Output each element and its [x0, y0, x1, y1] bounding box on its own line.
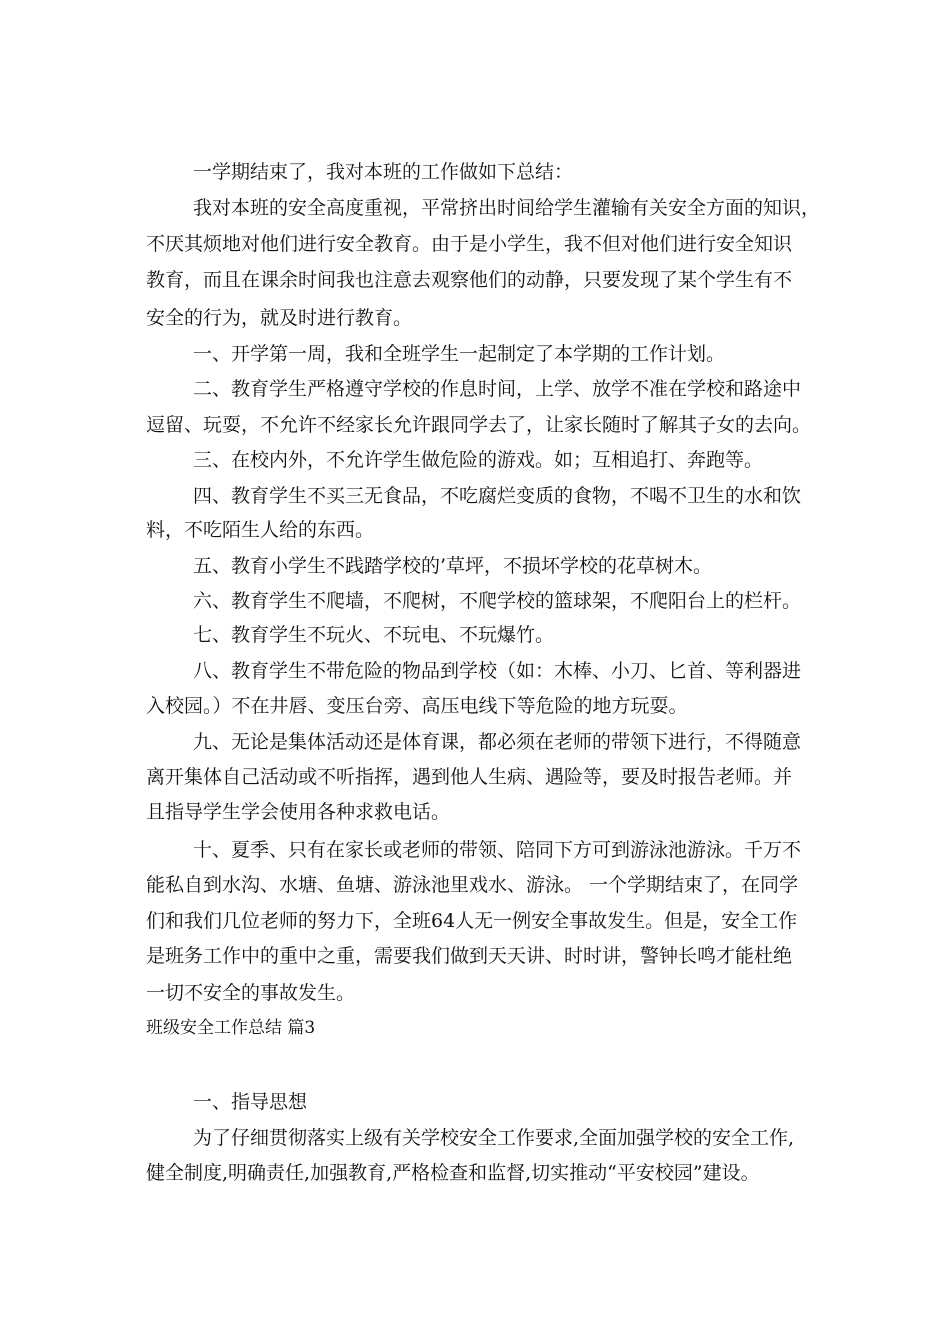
doc-line: 七、教育学生不玩火、不玩电、不玩爆竹。	[193, 624, 555, 646]
doc-line: 二、教育学生严格遵守学校的作息时间，上学、放学不准在学校和路途中	[193, 378, 802, 400]
section-heading: 班级安全工作总结 篇3	[146, 1018, 316, 1038]
doc-line: 九、无论是集体活动还是体育课，都必须在老师的带领下进行，不得随意	[193, 731, 802, 753]
doc-line: 料，不吃陌生人给的东西。	[146, 519, 375, 541]
doc-line: 为了仔细贯彻落实上级有关学校安全工作要求,全面加强学校的安全工作,	[193, 1127, 795, 1149]
doc-line: 八、教育学生不带危险的物品到学校（如：木棒、小刀、匕首、等利器进	[193, 660, 802, 682]
doc-line: 安全的行为，就及时进行教育。	[146, 307, 413, 329]
doc-line: 且指导学生学会使用各种求救电话。	[146, 801, 451, 823]
doc-line: 健全制度,明确责任,加强教育,严格检查和监督,切实推动“平安校园”建设。	[146, 1162, 760, 1184]
doc-line: 能私自到水沟、水塘、鱼塘、游泳池里戏水、游泳。 一个学期结束了，在同学	[146, 874, 799, 896]
doc-line: 四、教育学生不买三无食品，不吃腐烂变质的食物，不喝不卫生的水和饮	[193, 485, 802, 507]
doc-line: 入校园。）不在井唇、变压台旁、高压电线下等危险的地方玩耍。	[146, 695, 688, 717]
doc-line: 离开集体自己活动或不听指挥，遇到他人生病、遇险等，要及时报告老师。并	[146, 766, 793, 788]
doc-line: 我对本班的安全高度重视，平常挤出时间给学生灌输有关安全方面的知识，	[193, 197, 821, 219]
doc-line: 十、夏季、只有在家长或老师的带领、陪同下方可到游泳池游泳。千万不	[193, 839, 802, 861]
doc-line: 教育，而且在课余时间我也注意去观察他们的动静，只要发现了某个学生有不	[146, 269, 793, 291]
doc-line: 一学期结束了，我对本班的工作做如下总结：	[193, 161, 574, 183]
doc-line: 是班务工作中的重中之重，需要我们做到天天讲、时时讲，警钟长鸣才能杜绝	[146, 945, 793, 967]
doc-line: 一、指导思想	[193, 1091, 308, 1113]
doc-line: 不厌其烦地对他们进行安全教育。由于是小学生，我不但对他们进行安全知识	[146, 233, 793, 255]
doc-line: 们和我们几位老师的努力下，全班64人无一例安全事故发生。但是，安全工作	[146, 910, 798, 932]
doc-line: 一、开学第一周，我和全班学生一起制定了本学期的工作计划。	[193, 343, 726, 365]
doc-line: 一切不安全的事故发生。	[146, 982, 356, 1004]
doc-line: 三、在校内外，不允许学生做危险的游戏。如；互相追打、奔跑等。	[193, 449, 764, 471]
doc-line: 六、教育学生不爬墙，不爬树，不爬学校的篮球架，不爬阳台上的栏杆。	[193, 590, 802, 612]
doc-line: 逗留、玩耍，不允许不经家长允许跟同学去了，让家长随时了解其子女的去向。	[146, 414, 812, 436]
doc-line: 五、教育小学生不践踏学校的’草坪，不损坏学校的花草树木。	[193, 555, 713, 577]
